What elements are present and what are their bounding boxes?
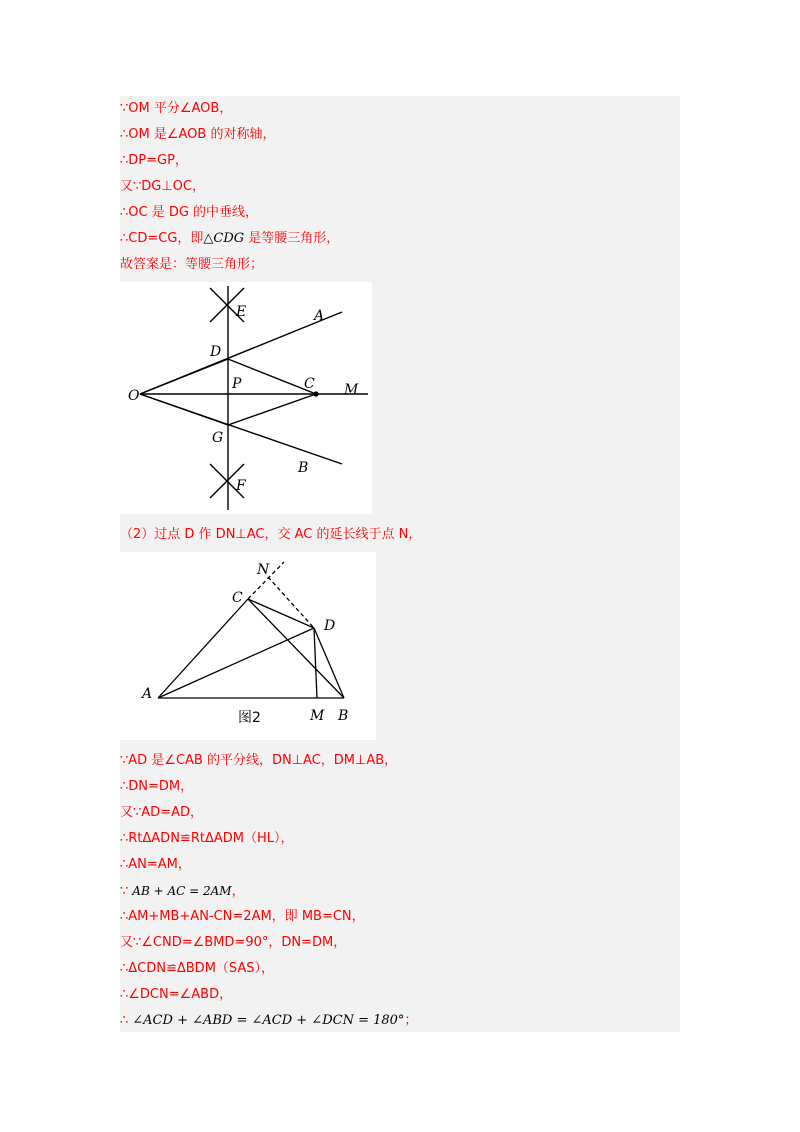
text-line: ∴∠DCN=∠ABD， [120, 987, 233, 1002]
text-line: 又∵AD=AD， [120, 805, 203, 820]
label-D: D [210, 344, 222, 360]
text-line: ∴DN=DM， [120, 779, 194, 794]
label-E: E [236, 304, 247, 320]
text-line: ∴ΔCDN≌ΔBDM（SAS）， [120, 961, 275, 976]
formula-ab-ac: AB + AC = 2AM [132, 884, 232, 898]
text-line [120, 878, 245, 904]
figure-angle-bisector [120, 282, 372, 514]
text-line: 故答案是：等腰三角形； [120, 257, 264, 272]
label-D: D [324, 618, 336, 634]
figure-caption: 图2 [238, 710, 261, 726]
text-line [120, 1008, 417, 1034]
label-A: A [314, 308, 325, 324]
text-line: ∴AM+MB+AN-CN=2AM，即 MB=CN， [120, 909, 365, 924]
text-segment: ∴CD=CG，即 [120, 231, 204, 246]
triangle-formula: △CDG [203, 231, 245, 246]
text-line: ∴OC 是 DG 的中垂线， [120, 205, 259, 220]
label-M: M [310, 708, 325, 724]
label-C: C [232, 590, 243, 606]
text-line: 又∵∠CND=∠BMD=90°，DN=DM， [120, 935, 347, 950]
text-line: ∵AD 是∠CAB 的平分线，DN⊥AC，DM⊥AB， [120, 753, 398, 768]
label-O: O [128, 388, 140, 404]
label-P: P [232, 376, 242, 392]
label-M: M [344, 382, 359, 398]
text-segment: ∴ [120, 1013, 129, 1028]
text-line: （2）过点 D 作 DN⊥AC，交 AC 的延长线于点 N， [120, 527, 422, 542]
label-F: F [236, 478, 246, 494]
label-G: G [212, 430, 224, 446]
label-A: A [142, 686, 153, 702]
text-segment: ； [404, 1013, 418, 1028]
text-line: ∵OM 平分∠AOB， [120, 101, 233, 116]
label-B: B [298, 460, 309, 476]
formula-angle-sum: ∠ACD + ∠ABD = ∠ACD + ∠DCN = 180° [132, 1013, 405, 1028]
label-B: B [338, 708, 349, 724]
text-segment: ， [231, 884, 245, 899]
text-line: ∴RtΔADN≌RtΔADM（HL）， [120, 831, 294, 846]
text-line: ∴AN=AM， [120, 857, 191, 872]
text-line: ∴DP=GP， [120, 153, 188, 168]
text-segment: ∵ [120, 884, 129, 899]
figure-2-quadrilateral [120, 552, 376, 740]
label-C: C [304, 376, 315, 392]
text-line: ∴OM 是∠AOB 的对称轴， [120, 127, 276, 142]
solution-panel [120, 96, 680, 1032]
text-segment: 是等腰三角形， [244, 231, 340, 246]
label-N: N [257, 562, 270, 578]
text-line [120, 226, 339, 252]
text-line: 又∵DG⊥OC， [120, 179, 205, 194]
